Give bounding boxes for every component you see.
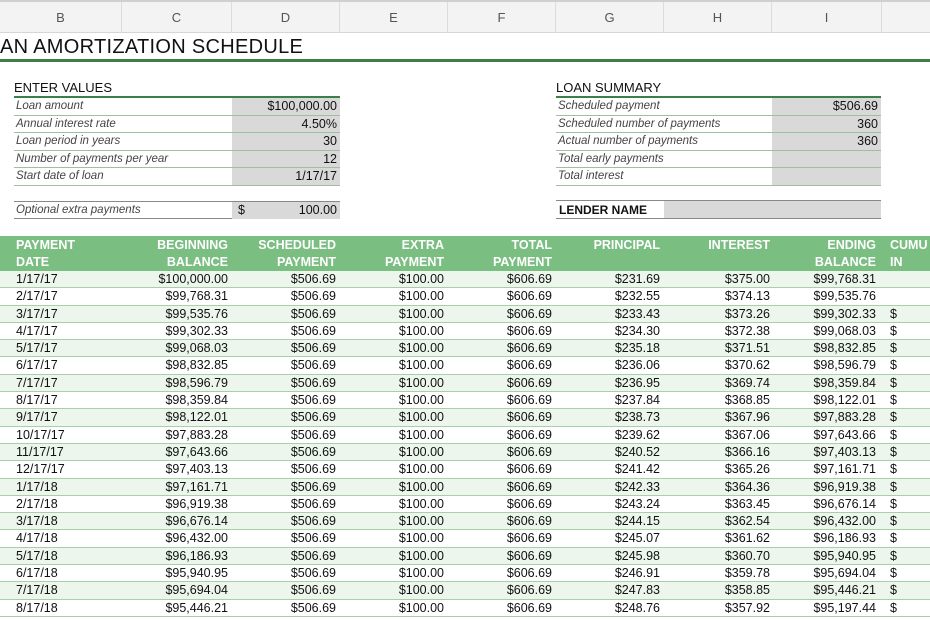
table-cell[interactable]: $98,596.79 xyxy=(813,358,876,373)
table-cell[interactable]: $366.16 xyxy=(724,444,770,459)
column-heading xyxy=(664,237,770,254)
table-cell[interactable]: 8/17/18 xyxy=(16,600,58,615)
table-cell[interactable]: $95,446.21 xyxy=(165,600,228,615)
table-cell[interactable]: $99,535.76 xyxy=(813,289,876,304)
table-cell[interactable]: $231.69 xyxy=(614,272,660,286)
column-heading-line2: BALANCE xyxy=(166,254,228,269)
loan-summary-row[interactable] xyxy=(556,151,881,169)
loan-summary-row[interactable] xyxy=(556,98,881,116)
table-row[interactable] xyxy=(0,496,930,513)
table-cell[interactable]: $606.69 xyxy=(506,358,552,373)
table-header xyxy=(0,236,930,271)
enter-values-row[interactable] xyxy=(14,133,340,151)
enter-values-row[interactable] xyxy=(14,151,340,169)
table-cell[interactable]: $241.42 xyxy=(614,462,660,477)
table-cell[interactable]: $100.00 xyxy=(398,479,444,494)
table-cell[interactable]: $606.69 xyxy=(506,479,552,494)
table-cell[interactable]: $240.52 xyxy=(614,444,660,459)
column-header-c[interactable]: C xyxy=(122,2,232,33)
enter-values-input[interactable]: 30 xyxy=(232,133,340,150)
table-cell[interactable]: $96,919.38 xyxy=(165,496,228,511)
enter-values-section xyxy=(14,80,340,186)
table-cell[interactable]: $245.98 xyxy=(614,548,660,563)
extra-payment-section xyxy=(14,201,340,219)
enter-values-input[interactable]: $100,000.00 xyxy=(232,98,340,115)
table-cell[interactable]: $98,832.85 xyxy=(165,358,228,373)
table-row[interactable] xyxy=(0,340,930,357)
table-row[interactable] xyxy=(0,530,930,547)
table-cell[interactable]: $606.69 xyxy=(506,462,552,477)
loan-summary-value[interactable]: 360 xyxy=(772,133,881,150)
table-cell[interactable]: $100.00 xyxy=(398,496,444,511)
column-heading-line1: EXTRA xyxy=(401,238,444,252)
table-cell[interactable]: $247.83 xyxy=(614,583,660,598)
enter-values-input[interactable]: 12 xyxy=(232,151,340,168)
table-cell[interactable]: $371.51 xyxy=(724,341,770,356)
table-cell[interactable]: $506.69 xyxy=(290,410,336,425)
column-heading-line1: SCHEDULED xyxy=(258,238,336,252)
column-heading-line2: DATE xyxy=(16,254,50,269)
table-cell[interactable]: $357.92 xyxy=(724,600,770,615)
table-cell[interactable]: $236.06 xyxy=(614,358,660,373)
table-cell[interactable]: $369.74 xyxy=(724,375,770,390)
table-cell[interactable]: $234.30 xyxy=(614,323,660,338)
table-row[interactable] xyxy=(0,306,930,323)
table-cell[interactable]: $99,068.03 xyxy=(165,341,228,356)
table-cell[interactable]: $ xyxy=(890,375,897,390)
table-cell[interactable]: $98,359.84 xyxy=(813,375,876,390)
enter-values-label: Loan amount xyxy=(16,100,84,112)
table-cell[interactable]: $606.69 xyxy=(506,410,552,425)
table-cell[interactable]: $506.69 xyxy=(290,583,336,598)
table-cell[interactable]: $100.00 xyxy=(398,393,444,408)
column-heading-line1: PAYMENT xyxy=(16,238,76,252)
amortization-table xyxy=(0,236,930,617)
table-cell[interactable]: $235.18 xyxy=(614,341,660,356)
table-cell[interactable]: $99,768.31 xyxy=(813,272,876,286)
table-row[interactable] xyxy=(0,444,930,461)
loan-summary-label: Scheduled number of payments xyxy=(558,117,721,130)
enter-values-label: Annual interest rate xyxy=(16,117,116,130)
column-header-i[interactable]: I xyxy=(772,2,882,33)
table-cell[interactable]: $363.45 xyxy=(724,496,770,511)
table-cell[interactable]: $606.69 xyxy=(506,566,552,581)
column-heading-line2: PAYMENT xyxy=(384,254,444,269)
table-cell[interactable]: $98,596.79 xyxy=(165,375,228,390)
enter-values-label: Number of payments per year xyxy=(16,152,169,165)
sheet-title[interactable]: AN AMORTIZATION SCHEDULE xyxy=(0,34,930,62)
loan-summary-section xyxy=(556,80,881,186)
table-cell[interactable]: $606.69 xyxy=(506,306,552,321)
loan-summary-label: Total interest xyxy=(558,170,624,182)
table-cell[interactable]: $97,161.71 xyxy=(813,462,876,477)
table-cell[interactable]: $506.69 xyxy=(290,289,336,304)
column-heading-line2: PRINCIPAL xyxy=(593,238,660,252)
table-cell[interactable]: 12/17/17 xyxy=(16,462,65,477)
table-cell[interactable]: $506.69 xyxy=(290,496,336,511)
table-cell[interactable]: $606.69 xyxy=(506,375,552,390)
table-cell[interactable]: 2/17/17 xyxy=(16,289,58,304)
table-row[interactable] xyxy=(0,548,930,565)
table-cell[interactable]: $238.73 xyxy=(614,410,660,425)
table-cell[interactable]: $96,432.00 xyxy=(165,531,228,546)
column-header-h[interactable]: H xyxy=(664,2,772,33)
table-cell[interactable]: $ xyxy=(890,341,897,356)
enter-values-label: Start date of loan xyxy=(16,170,104,182)
table-cell[interactable]: $97,643.66 xyxy=(165,444,228,459)
loan-summary-value[interactable]: 360 xyxy=(772,116,881,133)
table-cell[interactable]: $364.36 xyxy=(724,479,770,494)
table-cell[interactable]: $506.69 xyxy=(290,323,336,338)
table-cell[interactable]: $100,000.00 xyxy=(158,272,228,286)
table-cell[interactable]: $95,446.21 xyxy=(813,583,876,598)
table-cell[interactable]: 1/17/18 xyxy=(16,479,58,494)
loan-summary-label: Scheduled payment xyxy=(558,100,660,112)
table-cell[interactable]: $ xyxy=(890,583,897,598)
enter-values-row[interactable] xyxy=(14,168,340,186)
column-header-f[interactable]: F xyxy=(448,2,556,33)
table-cell[interactable]: $100.00 xyxy=(398,272,444,286)
column-heading xyxy=(448,237,552,270)
table-cell[interactable]: $100.00 xyxy=(398,583,444,598)
table-cell[interactable]: $100.00 xyxy=(398,341,444,356)
table-cell[interactable]: $ xyxy=(890,323,897,338)
column-header-bar xyxy=(0,0,930,33)
table-cell[interactable]: 5/17/17 xyxy=(16,341,58,356)
table-cell[interactable]: $606.69 xyxy=(506,600,552,615)
table-cell[interactable]: $506.69 xyxy=(290,462,336,477)
table-cell[interactable]: 7/17/17 xyxy=(16,375,58,390)
table-cell[interactable]: 6/17/18 xyxy=(16,566,58,581)
currency-symbol: $ xyxy=(238,203,245,217)
enter-values-input[interactable]: 1/17/17 xyxy=(232,168,340,185)
column-heading-line2: IN xyxy=(890,254,903,269)
table-cell[interactable]: $506.69 xyxy=(290,600,336,615)
table-cell[interactable]: $358.85 xyxy=(724,583,770,598)
table-cell[interactable]: $243.24 xyxy=(614,496,660,511)
table-cell[interactable]: 3/17/18 xyxy=(16,514,58,529)
table-row[interactable] xyxy=(0,565,930,582)
table-cell[interactable]: $606.69 xyxy=(506,531,552,546)
table-cell[interactable]: $360.70 xyxy=(724,548,770,563)
table-cell[interactable]: $506.69 xyxy=(290,566,336,581)
table-row[interactable] xyxy=(0,392,930,409)
table-cell[interactable]: $100.00 xyxy=(398,427,444,442)
table-cell[interactable]: $237.84 xyxy=(614,393,660,408)
table-cell[interactable]: $506.69 xyxy=(290,272,336,286)
table-cell[interactable]: $97,161.71 xyxy=(165,479,228,494)
table-body xyxy=(0,271,930,617)
column-heading xyxy=(772,237,876,270)
table-cell[interactable]: $96,432.00 xyxy=(813,514,876,529)
table-cell[interactable]: $372.38 xyxy=(724,323,770,338)
table-cell[interactable]: $96,676.14 xyxy=(165,514,228,529)
table-cell[interactable]: $248.76 xyxy=(614,600,660,615)
table-cell[interactable]: $365.26 xyxy=(724,462,770,477)
enter-values-label: Loan period in years xyxy=(16,135,121,147)
table-row[interactable] xyxy=(0,479,930,496)
table-cell[interactable]: $367.96 xyxy=(724,410,770,425)
table-cell[interactable]: $ xyxy=(890,410,897,425)
table-cell[interactable]: $375.00 xyxy=(724,272,770,286)
table-row[interactable] xyxy=(0,357,930,374)
table-cell[interactable]: $506.69 xyxy=(290,341,336,356)
extra-payment-amount: 100.00 xyxy=(298,203,337,217)
column-heading-line2: INTEREST xyxy=(708,238,770,252)
column-header-g[interactable]: G xyxy=(556,2,664,33)
table-cell[interactable]: $606.69 xyxy=(506,341,552,356)
lender-name-label: LENDER NAME xyxy=(559,203,648,217)
table-cell[interactable]: $506.69 xyxy=(290,548,336,563)
table-cell[interactable]: $ xyxy=(890,566,897,581)
table-row[interactable] xyxy=(0,409,930,426)
column-heading xyxy=(890,237,930,270)
loan-summary-label: Actual number of payments xyxy=(558,135,698,147)
column-heading-line1: CUMU xyxy=(890,238,928,252)
table-cell[interactable]: $ xyxy=(890,462,897,477)
table-cell[interactable]: $506.69 xyxy=(290,358,336,373)
table-cell[interactable]: $ xyxy=(890,496,897,511)
table-cell[interactable]: $98,832.85 xyxy=(813,341,876,356)
table-cell[interactable]: $506.69 xyxy=(290,514,336,529)
table-cell[interactable]: $100.00 xyxy=(398,358,444,373)
table-cell[interactable]: $100.00 xyxy=(398,548,444,563)
table-cell[interactable]: $242.33 xyxy=(614,479,660,494)
table-cell[interactable]: 4/17/17 xyxy=(16,323,58,338)
table-cell[interactable]: $ xyxy=(890,358,897,373)
table-cell[interactable]: $606.69 xyxy=(506,444,552,459)
table-cell[interactable]: $ xyxy=(890,306,897,321)
table-cell[interactable]: $606.69 xyxy=(506,289,552,304)
table-cell[interactable]: $ xyxy=(890,444,897,459)
table-cell[interactable]: $232.55 xyxy=(614,289,660,304)
table-cell[interactable]: 8/17/17 xyxy=(16,393,58,408)
column-heading xyxy=(556,237,660,254)
table-cell[interactable]: $98,122.01 xyxy=(813,393,876,408)
table-cell[interactable]: 4/17/18 xyxy=(16,531,58,546)
table-cell[interactable]: 3/17/17 xyxy=(16,306,58,321)
table-cell[interactable]: 1/17/17 xyxy=(16,272,58,286)
loan-summary-row[interactable] xyxy=(556,133,881,151)
table-cell[interactable]: $96,919.38 xyxy=(813,479,876,494)
enter-values-row[interactable] xyxy=(14,116,340,134)
table-row[interactable] xyxy=(0,271,930,288)
table-cell[interactable]: $100.00 xyxy=(398,306,444,321)
table-cell[interactable]: $ xyxy=(890,393,897,408)
table-cell[interactable]: $ xyxy=(890,531,897,546)
enter-values-input[interactable]: 4.50% xyxy=(232,116,340,133)
table-cell[interactable]: $606.69 xyxy=(506,496,552,511)
loan-summary-value[interactable] xyxy=(772,151,881,168)
table-cell[interactable]: $359.78 xyxy=(724,566,770,581)
table-cell[interactable]: $97,403.13 xyxy=(813,444,876,459)
table-cell[interactable]: $100.00 xyxy=(398,600,444,615)
table-cell[interactable]: $606.69 xyxy=(506,393,552,408)
table-cell[interactable]: $95,197.44 xyxy=(813,600,876,615)
column-heading-line1: ENDING xyxy=(827,238,876,252)
table-cell[interactable]: $95,940.95 xyxy=(813,548,876,563)
column-heading-line2: PAYMENT xyxy=(276,254,336,269)
table-cell[interactable]: $97,403.13 xyxy=(165,462,228,477)
table-cell[interactable]: 7/17/18 xyxy=(16,583,58,598)
table-cell[interactable]: $239.62 xyxy=(614,427,660,442)
column-heading xyxy=(340,237,444,270)
table-cell[interactable]: $96,186.93 xyxy=(813,531,876,546)
table-cell[interactable]: $233.43 xyxy=(614,306,660,321)
table-cell[interactable]: $506.69 xyxy=(290,393,336,408)
table-cell[interactable]: $100.00 xyxy=(398,410,444,425)
table-cell[interactable]: $99,302.33 xyxy=(813,306,876,321)
table-cell[interactable]: $367.06 xyxy=(724,427,770,442)
table-cell[interactable]: $373.26 xyxy=(724,306,770,321)
table-row[interactable] xyxy=(0,288,930,305)
table-cell[interactable]: $97,643.66 xyxy=(813,427,876,442)
table-cell[interactable]: $506.69 xyxy=(290,444,336,459)
column-heading-line1: TOTAL xyxy=(511,238,552,252)
enter-values-row[interactable] xyxy=(14,98,340,116)
table-cell[interactable]: 9/17/17 xyxy=(16,410,58,425)
extra-payment-row[interactable] xyxy=(14,201,340,219)
loan-summary-row[interactable] xyxy=(556,116,881,134)
table-cell[interactable]: $606.69 xyxy=(506,548,552,563)
table-cell[interactable]: $606.69 xyxy=(506,272,552,286)
column-heading xyxy=(232,237,336,270)
column-header-b[interactable]: B xyxy=(0,2,122,33)
table-cell[interactable]: $100.00 xyxy=(398,514,444,529)
table-cell[interactable]: $506.69 xyxy=(290,375,336,390)
column-header-d[interactable]: D xyxy=(232,2,340,33)
table-cell[interactable]: $100.00 xyxy=(398,289,444,304)
table-cell[interactable]: $96,186.93 xyxy=(165,548,228,563)
loan-summary-heading: LOAN SUMMARY xyxy=(556,80,881,98)
table-cell[interactable]: $244.15 xyxy=(614,514,660,529)
table-row[interactable] xyxy=(0,427,930,444)
table-row[interactable] xyxy=(0,375,930,392)
table-cell[interactable]: $362.54 xyxy=(724,514,770,529)
extra-payment-value[interactable] xyxy=(232,202,340,219)
table-cell[interactable]: $100.00 xyxy=(398,531,444,546)
lender-name-row[interactable] xyxy=(556,200,881,219)
table-cell[interactable]: $96,676.14 xyxy=(813,496,876,511)
table-cell[interactable]: $99,068.03 xyxy=(813,323,876,338)
table-row[interactable] xyxy=(0,323,930,340)
table-cell[interactable]: $98,359.84 xyxy=(165,393,228,408)
extra-payment-label: Optional extra payments xyxy=(16,204,141,216)
column-heading xyxy=(16,237,106,270)
table-cell[interactable]: $506.69 xyxy=(290,306,336,321)
table-row[interactable] xyxy=(0,461,930,478)
table-cell[interactable]: $95,694.04 xyxy=(813,566,876,581)
table-cell[interactable]: $374.13 xyxy=(724,289,770,304)
table-cell[interactable]: $100.00 xyxy=(398,444,444,459)
table-cell[interactable]: $ xyxy=(890,514,897,529)
table-cell[interactable]: $506.69 xyxy=(290,427,336,442)
loan-summary-value[interactable]: $506.69 xyxy=(772,98,881,115)
table-cell[interactable]: $606.69 xyxy=(506,514,552,529)
table-cell[interactable]: 2/17/18 xyxy=(16,496,58,511)
table-cell[interactable]: $ xyxy=(890,548,897,563)
table-cell[interactable]: 11/17/17 xyxy=(16,444,64,459)
table-cell[interactable]: $100.00 xyxy=(398,323,444,338)
column-header-j[interactable] xyxy=(882,2,930,33)
table-cell[interactable]: $245.07 xyxy=(614,531,660,546)
table-cell[interactable]: $236.95 xyxy=(614,375,660,390)
loan-summary-row[interactable] xyxy=(556,168,881,186)
table-cell[interactable]: 6/17/17 xyxy=(16,358,58,373)
enter-values-heading: ENTER VALUES xyxy=(14,80,340,98)
table-cell[interactable]: $100.00 xyxy=(398,566,444,581)
table-cell[interactable]: $246.91 xyxy=(614,566,660,581)
table-cell[interactable]: $606.69 xyxy=(506,323,552,338)
table-cell[interactable]: $97,883.28 xyxy=(165,427,228,442)
table-cell[interactable]: $100.00 xyxy=(398,375,444,390)
loan-summary-value[interactable] xyxy=(772,168,881,185)
table-cell[interactable]: $99,768.31 xyxy=(165,289,228,304)
table-cell[interactable]: $506.69 xyxy=(290,531,336,546)
table-row[interactable] xyxy=(0,513,930,530)
table-cell[interactable]: $ xyxy=(890,479,897,494)
table-cell[interactable]: $506.69 xyxy=(290,479,336,494)
table-cell[interactable]: $606.69 xyxy=(506,427,552,442)
table-cell[interactable]: $606.69 xyxy=(506,583,552,598)
table-cell[interactable]: 10/17/17 xyxy=(16,427,65,442)
table-cell[interactable]: $99,535.76 xyxy=(165,306,228,321)
table-cell[interactable]: $370.62 xyxy=(724,358,770,373)
table-cell[interactable]: 5/17/18 xyxy=(16,548,58,563)
table-cell[interactable]: $98,122.01 xyxy=(165,410,228,425)
lender-name-input[interactable] xyxy=(664,201,881,218)
table-cell[interactable]: $368.85 xyxy=(724,393,770,408)
table-row[interactable] xyxy=(0,582,930,599)
loan-summary-label: Total early payments xyxy=(558,152,664,165)
table-cell[interactable]: $ xyxy=(890,427,897,442)
table-cell[interactable]: $95,694.04 xyxy=(165,583,228,598)
column-heading-line2: BALANCE xyxy=(814,254,876,269)
column-heading-line1: BEGINNING xyxy=(157,238,228,252)
table-cell[interactable]: $ xyxy=(890,600,897,615)
table-cell[interactable]: $95,940.95 xyxy=(165,566,228,581)
column-heading xyxy=(120,237,228,270)
table-cell[interactable]: $97,883.28 xyxy=(813,410,876,425)
table-cell[interactable]: $99,302.33 xyxy=(165,323,228,338)
table-row[interactable] xyxy=(0,600,930,617)
table-cell[interactable]: $100.00 xyxy=(398,462,444,477)
column-header-e[interactable]: E xyxy=(340,2,448,33)
table-cell[interactable]: $361.62 xyxy=(724,531,770,546)
column-heading-line2: PAYMENT xyxy=(492,254,552,269)
